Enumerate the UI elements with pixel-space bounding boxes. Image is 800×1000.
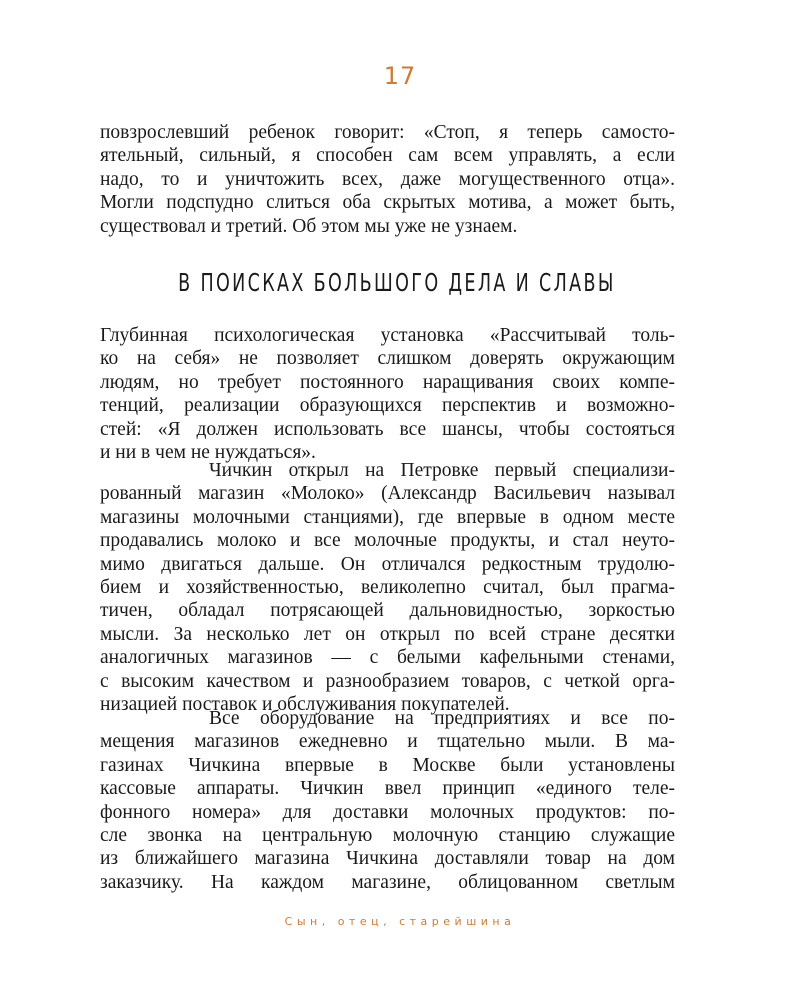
text-line: ко на себя» не позволяет слишком доверять окружающим <box>100 348 675 370</box>
text-line: Чичкин открыл на Петровке первый специализи- <box>209 460 675 481</box>
text-line: продавались молоко и все молочные продукты, и стал неуто- <box>100 530 675 552</box>
text-line: тенций, реализации образующихся перспектив и возможно- <box>100 395 675 417</box>
text-line: Могли подспудно слиться оба скрытых мотива, а может быть, <box>100 192 675 214</box>
text-line: кассовые аппараты. Чичкин ввел принцип «единого теле- <box>100 778 675 800</box>
text-line: аналогичных магазинов — с белыми кафельными стенами, <box>100 647 675 669</box>
text-line: мысли. За несколько лет он открыл по всей стране десятки <box>100 623 675 645</box>
paragraph-3 <box>100 707 675 894</box>
text-line: людям, но требует постоянного наращивания своих компе- <box>100 371 675 393</box>
text-line: Все оборудование на предприятиях и все по- <box>209 708 675 729</box>
page-number: 17 <box>383 62 417 90</box>
text-line: рованный магазин «Молоко» (Александр Васильевич называл <box>100 483 675 505</box>
text-line: сле звонка на центральную молочную станцию служащие <box>100 824 675 846</box>
top-paragraph <box>100 121 675 238</box>
text-line: заказчику. На каждом магазине, облицованном светлым <box>100 871 675 893</box>
text-line: существовал и третий. Об этом мы уже не узнаем. <box>100 215 518 237</box>
text-line: тичен, обладал потрясающей дальновидностью, зоркостью <box>100 600 675 622</box>
text-line: магазины молочными станциями), где впервые в одном месте <box>100 506 675 528</box>
text-line: из ближайшего магазина Чичкина доставляли товар на дом <box>100 848 675 870</box>
text-line: ятельный, сильный, я способен сам всем управлять, а если <box>100 145 675 167</box>
text-line: низацией поставок и обслуживания покупателей. <box>100 693 510 715</box>
paragraph-2 <box>100 459 675 716</box>
text-line: надо, то и уничтожить всех, даже могущественного отца». <box>100 168 675 190</box>
text-line: с высоким качеством и разнообразием товаров, с четкой орга- <box>100 670 675 692</box>
paragraph-1 <box>100 324 675 464</box>
text-line: повзрослевший ребенок говорит: «Стоп, я теперь самосто- <box>100 122 675 143</box>
text-line: бием и хозяйственностью, великолепно считал, был прагма- <box>100 576 675 598</box>
text-line: фонного номера» для доставки молочных продуктов: по- <box>100 801 675 823</box>
text-line: стей: «Я должен использовать все шансы, чтобы состояться <box>100 418 675 440</box>
running-footer: Сын, отец, старейшина <box>284 915 516 928</box>
section-heading: В ПОИСКАХ БОЛЬШОГО ДЕЛА И СЛАВЫ <box>178 268 616 297</box>
text-line: мимо двигаться дальше. Он отличался редкостным трудолю- <box>100 553 675 575</box>
text-line: Глубинная психологическая установка «Рассчитывай толь- <box>100 325 675 346</box>
text-line: и ни в чем не нуждаться». <box>100 441 316 463</box>
text-line: газинах Чичкина впервые в Москве были установлены <box>100 754 675 776</box>
text-line: мещения магазинов ежедневно и тщательно мыли. В ма- <box>100 731 675 753</box>
